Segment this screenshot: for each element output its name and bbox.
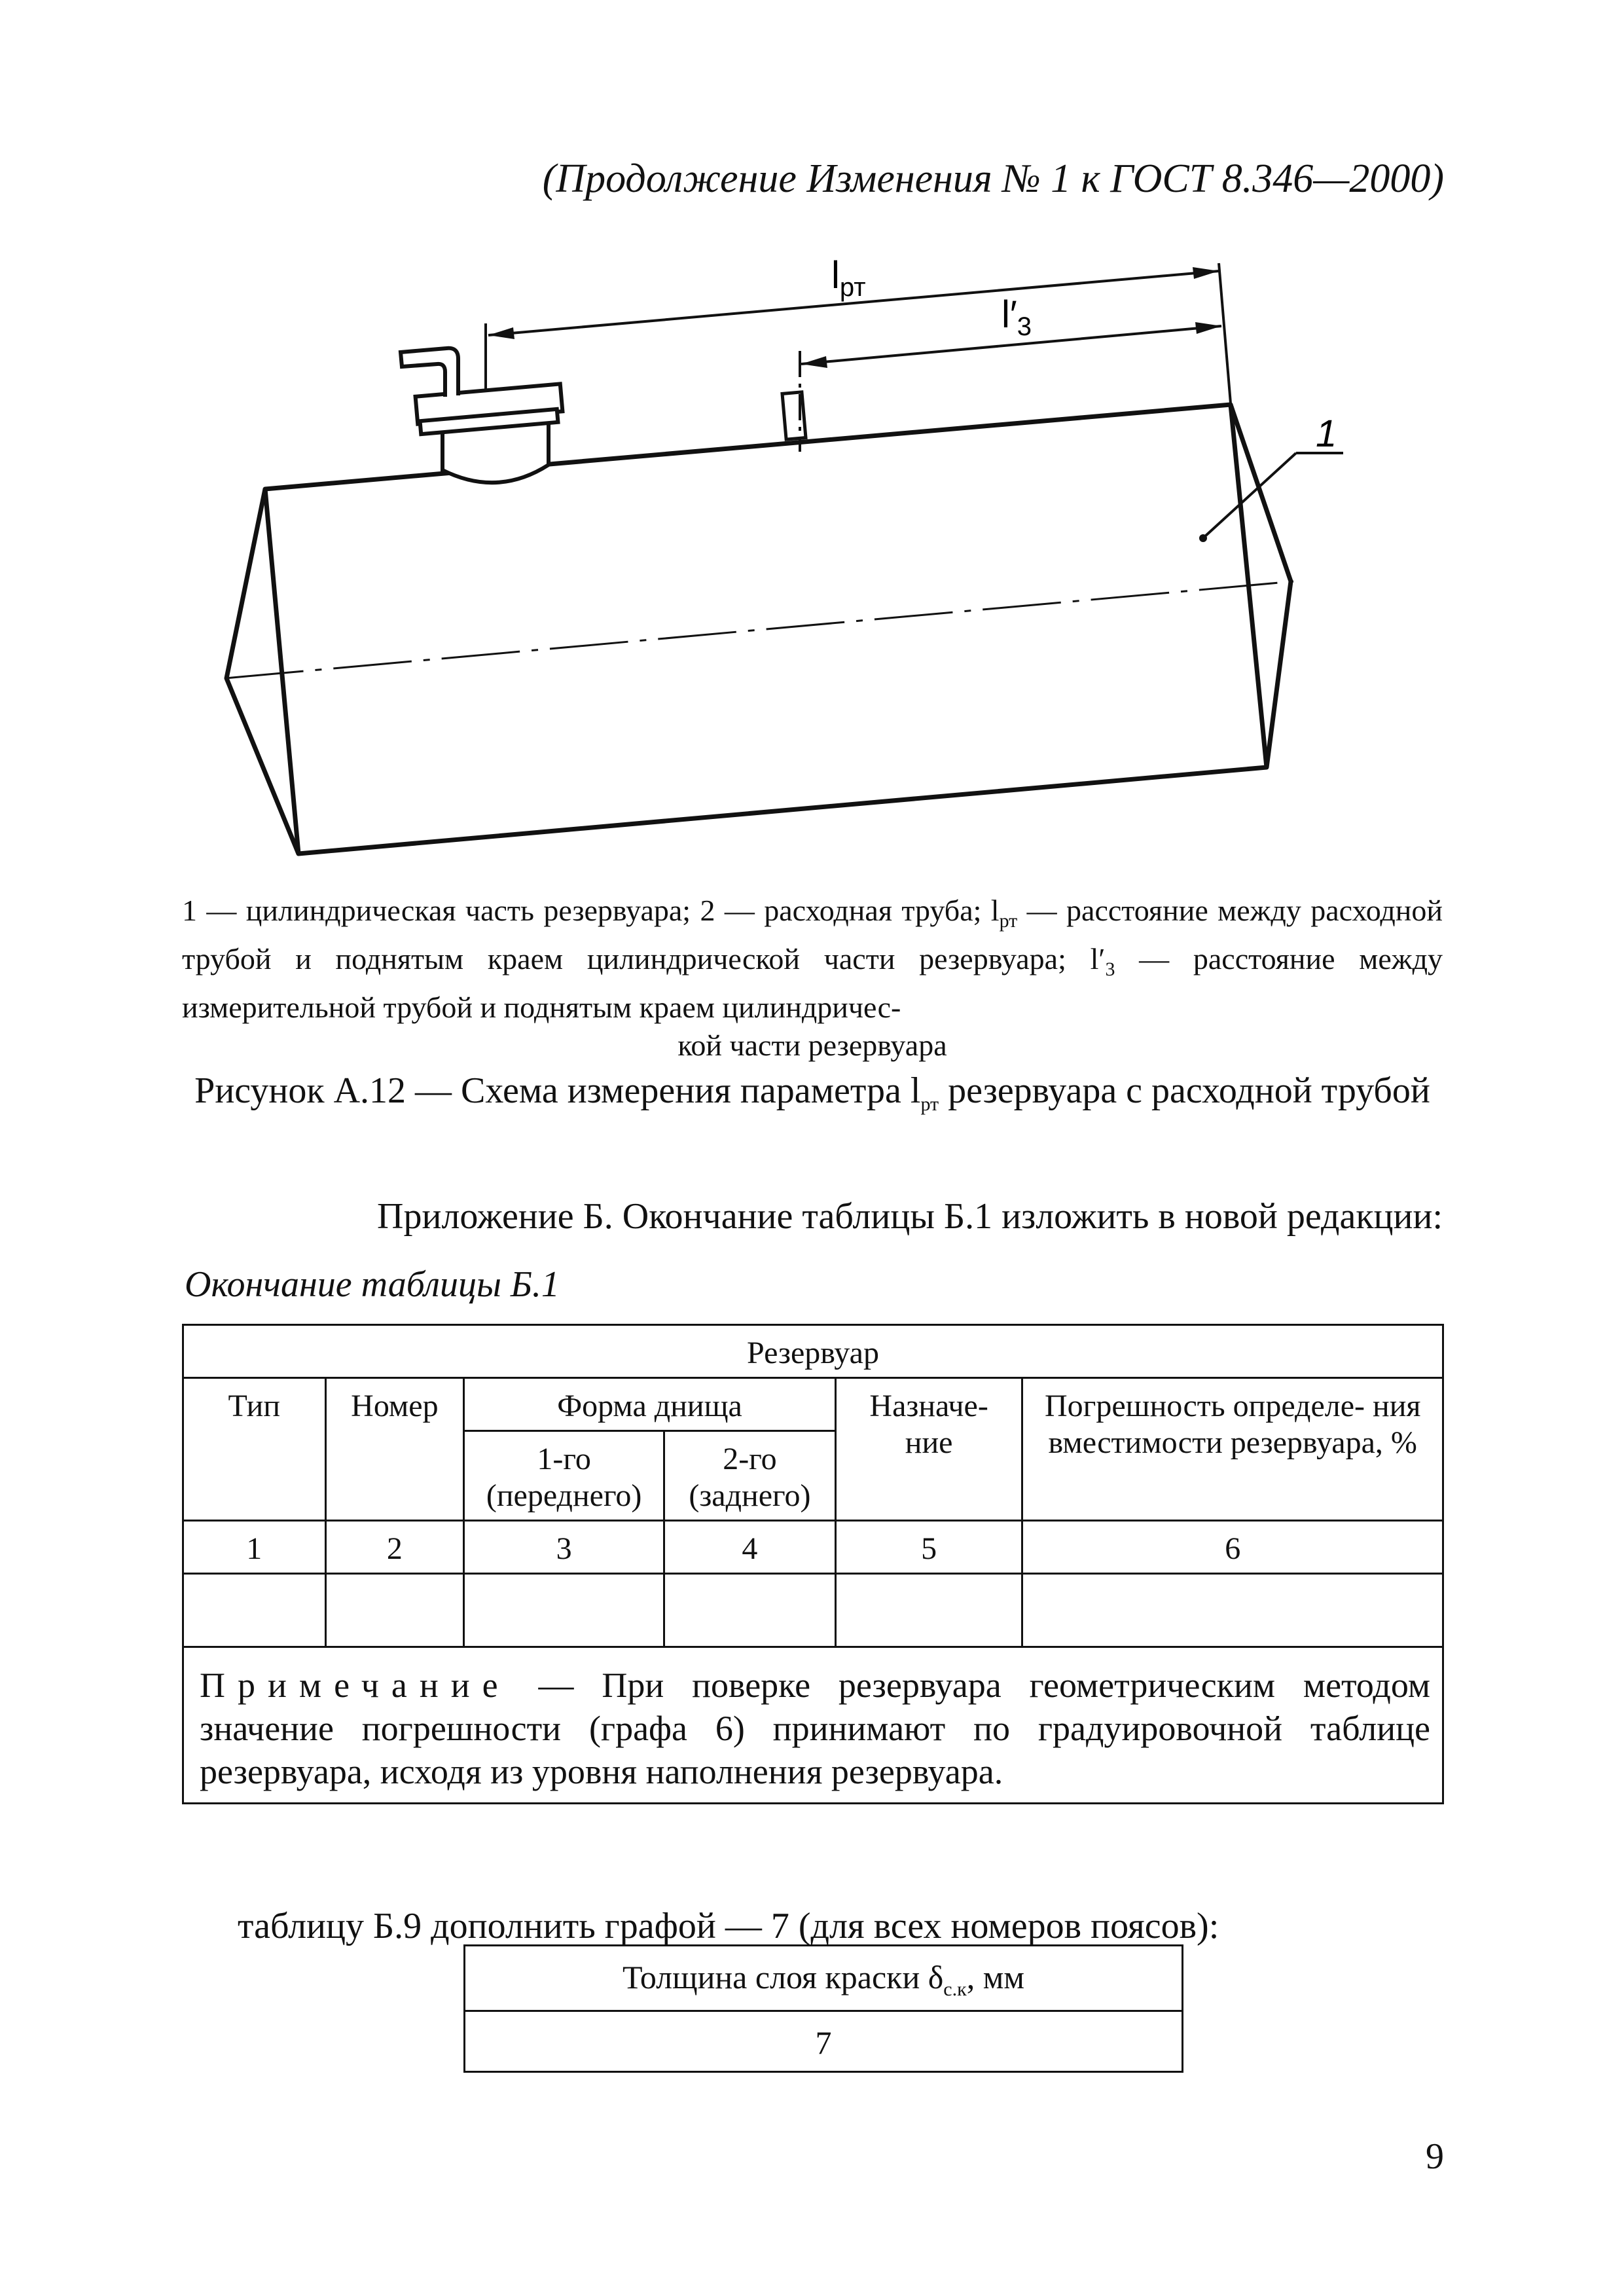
dim-outer-label: $l_{рт}$ xyxy=(831,254,866,302)
tank-body xyxy=(226,405,1291,854)
arrow-inner-right xyxy=(1195,322,1221,334)
col-header-type: Тип xyxy=(183,1378,326,1521)
legend-line-3: кой части резервуара xyxy=(677,1029,947,1063)
paint-column-number: 7 xyxy=(465,2011,1183,2072)
col-number-cell: 6 xyxy=(1022,1521,1443,1574)
table-note xyxy=(183,1647,1443,1804)
table-b9-column xyxy=(463,1944,1183,2073)
dimension-lines xyxy=(486,263,1343,537)
paint-thickness-header xyxy=(465,1946,1183,2011)
col-number-cell: 1 xyxy=(183,1521,326,1574)
paint-header-post: , мм xyxy=(966,1959,1024,1995)
legend-line-1b: — расстояние между расходной трубой и поднятым краем цилиндрической части резервуара; l′ xyxy=(182,894,1443,976)
discharge-pipe xyxy=(401,348,562,483)
page-number: 9 xyxy=(1426,2136,1444,2177)
figure-legend xyxy=(182,892,1443,1065)
col-header-purpose: Назначе- ние xyxy=(835,1378,1022,1521)
col-number-cell: 5 xyxy=(835,1521,1022,1574)
col-number-cell: 4 xyxy=(664,1521,836,1574)
figure-caption xyxy=(182,1066,1443,1129)
arrow-inner-left xyxy=(801,356,827,368)
callout-label: 1 xyxy=(1316,412,1337,455)
paint-header-sub: с.к xyxy=(943,1978,967,2000)
ext-line-right xyxy=(1219,263,1231,403)
dim-inner-label: $l'_3$ xyxy=(1001,293,1032,341)
caption-post: резервуара с расходной трубой xyxy=(939,1070,1430,1111)
caption-pre: Рисунок А.12 — Схема измерения параметра l xyxy=(194,1070,921,1111)
col-number-cell: 2 xyxy=(325,1521,464,1574)
leader-dot xyxy=(1199,534,1207,542)
arrow-outer-left xyxy=(488,327,514,339)
legend-sub-1: рт xyxy=(999,910,1018,932)
group-header: Резервуар xyxy=(183,1325,1443,1378)
empty-cell xyxy=(1022,1574,1443,1647)
note-label: Примечание xyxy=(200,1666,511,1705)
measuring-pipe-body xyxy=(782,392,806,439)
empty-cell xyxy=(183,1574,326,1647)
col-header-shape: Форма днища xyxy=(464,1378,836,1431)
col-header-number: Номер xyxy=(325,1378,464,1521)
paint-header-pre: Толщина слоя краски δ xyxy=(623,1959,944,1995)
paragraph-table-b9: таблицу Б.9 дополнить графой — 7 (для всех номеров поясов): xyxy=(238,1906,1219,1946)
caption-sub: рт xyxy=(920,1093,939,1116)
note-text: — При поверке резервуара геометрическим методом значение погрешности (графа 6) принимают по градуировочной таблице резервуара, исходя из уровня наполнения резервуара. xyxy=(200,1666,1430,1791)
legend-line-1: 1 — цилиндрическая часть резервуара; 2 — расходная труба; l xyxy=(182,894,1000,927)
col-header-shape-rear: 2-го (заднего) xyxy=(664,1431,836,1521)
col-header-shape-front: 1-го (переднего) xyxy=(464,1431,664,1521)
tank-cylinder-outline xyxy=(265,405,1267,854)
measuring-pipe xyxy=(782,392,806,439)
page-header: (Продолжение Изменения № 1 к ГОСТ 8.346—2000) xyxy=(542,156,1444,201)
table-b1 xyxy=(182,1324,1444,1804)
legend-sub-2: 3 xyxy=(1105,958,1115,981)
empty-cell xyxy=(464,1574,664,1647)
axis-centerline xyxy=(225,581,1293,678)
col-number-cell: 3 xyxy=(464,1521,664,1574)
empty-cell xyxy=(835,1574,1022,1647)
pipe-elbow xyxy=(401,348,458,397)
table1-title: Окончание таблицы Б.1 xyxy=(185,1264,560,1305)
paragraph-appendix-b: Приложение Б. Окончание таблицы Б.1 изложить в новой редакции: xyxy=(377,1196,1443,1237)
front-head-outline xyxy=(226,489,298,854)
dimension-arrows xyxy=(488,267,1221,542)
empty-cell xyxy=(664,1574,836,1647)
empty-cell xyxy=(325,1574,464,1647)
arrow-outer-right xyxy=(1193,267,1219,279)
legend-line-2: — расстояние между измерительной трубой и поднятым краем цилиндричес- xyxy=(182,942,1443,1025)
col-header-error: Погрешность определе- ния вместимости резервуара, % xyxy=(1022,1378,1443,1521)
